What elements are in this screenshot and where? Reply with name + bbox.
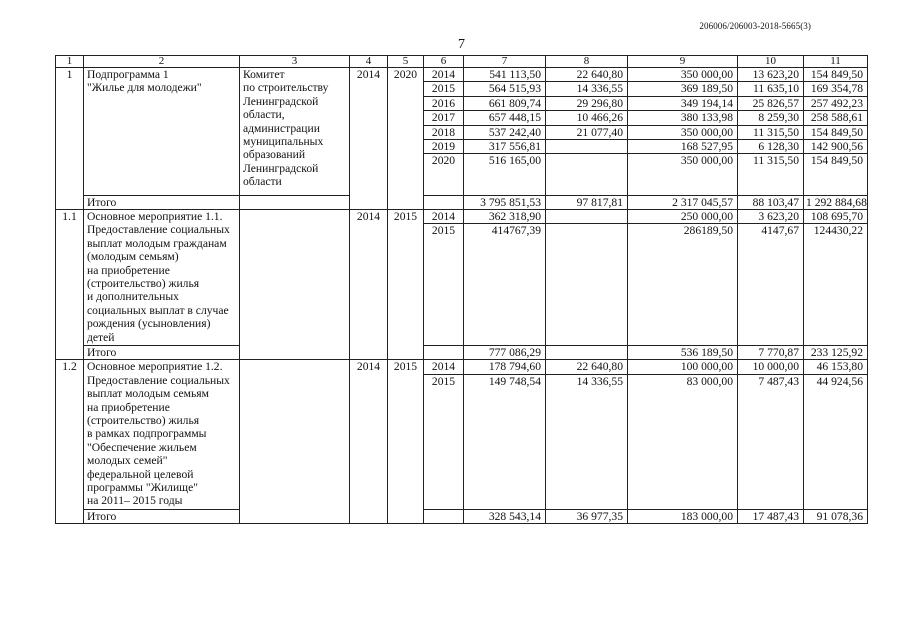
year: 2015 [424,374,464,509]
activity-name-line: на 2011– 2015 годы [87,494,183,508]
local-budget: 7 487,43 [738,374,804,509]
executor-line: области [243,175,282,189]
local-budget: 13 623,20 [738,68,804,82]
local-budget: 88 103,47 [738,195,804,209]
other-sources: 91 078,36 [804,509,868,523]
activity-name-line: федеральной целевой [87,467,194,481]
activity-name-line: Основное мероприятие 1.2. [87,360,223,374]
total-amount: 362 318,90 [464,210,546,224]
federal-budget [546,140,628,154]
total-row [56,509,868,523]
total-label: Итого [84,509,240,523]
federal-budget [546,346,628,360]
column-number-6: 6 [424,56,464,68]
other-sources: 1 292 884,68 [804,195,868,209]
total-amount: 516 165,00 [464,154,546,195]
column-number-10: 10 [738,56,804,68]
federal-budget: 36 977,35 [546,509,628,523]
total-label: Итого [84,195,240,209]
activity-name [84,68,240,196]
end-year: 2015 [388,210,424,360]
row-number: 1 [56,68,84,210]
local-budget: 11 315,50 [738,125,804,139]
year: 2019 [424,140,464,154]
total-amount: 541 113,50 [464,68,546,82]
activity-name-line: Предоставление социальных [87,373,230,387]
other-sources: 169 354,78 [804,82,868,96]
activity-name [84,210,240,346]
table-row [56,68,868,82]
total-amount: 149 748,54 [464,374,546,509]
local-budget: 17 487,43 [738,509,804,523]
column-number-8: 8 [546,56,628,68]
activity-name-line: Предоставление социальных [87,223,230,237]
end-year: 2020 [388,68,424,210]
other-sources: 46 153,80 [804,360,868,374]
activity-name-line: молодых семей" [87,454,168,468]
start-year: 2014 [350,210,388,360]
regional-budget: 250 000,00 [628,210,738,224]
year: 2018 [424,125,464,139]
regional-budget: 286189,50 [628,224,738,346]
regional-budget: 350 000,00 [628,125,738,139]
federal-budget: 14 336,55 [546,82,628,96]
executor-line: образований [243,148,306,162]
executor-line: муниципальных [243,134,324,148]
federal-budget [546,154,628,195]
page-number: 7 [458,37,465,52]
activity-name-line: в рамках подпрограммы [87,427,207,441]
regional-budget: 380 133,98 [628,111,738,125]
total-amount: 564 515,93 [464,82,546,96]
executor [240,210,350,360]
total-amount: 661 809,74 [464,96,546,110]
total-year [424,509,464,523]
total-amount: 3 795 851,53 [464,195,546,209]
local-budget: 7 770,87 [738,346,804,360]
activity-name-line: выплат молодым гражданам [87,236,227,250]
regional-budget: 2 317 045,57 [628,195,738,209]
regional-budget: 536 189,50 [628,346,738,360]
header-row [56,56,868,68]
year: 2017 [424,111,464,125]
total-year [424,195,464,209]
activity-name-line: (молодым семьям) [87,250,179,264]
column-number-11: 11 [804,56,868,68]
federal-budget: 14 336,55 [546,374,628,509]
executor-line: Ленинградской [243,161,319,175]
column-number-4: 4 [350,56,388,68]
executor-line: области, [243,108,285,122]
federal-budget [546,210,628,224]
activity-name-line: рождения (усыновления) [87,317,211,331]
federal-budget: 22 640,80 [546,360,628,374]
year: 2016 [424,96,464,110]
federal-budget [546,224,628,346]
start-year: 2014 [350,68,388,210]
activity-name-line: программы "Жилище" [87,480,198,494]
executor-line: по строительству [243,81,329,95]
other-sources: 44 924,56 [804,374,868,509]
activity-name-line: (строительство) жилья [87,414,200,427]
activity-name-line: Основное мероприятие 1.1. [87,210,223,224]
local-budget: 10 000,00 [738,360,804,374]
federal-budget: 22 640,80 [546,68,628,82]
column-number-9: 9 [628,56,738,68]
activity-name [84,360,240,509]
executor-line: администрации [243,121,320,135]
total-year [424,346,464,360]
other-sources: 233 125,92 [804,346,868,360]
total-amount: 537 242,40 [464,125,546,139]
other-sources: 108 695,70 [804,210,868,224]
year: 2020 [424,154,464,195]
local-budget: 11 315,50 [738,154,804,195]
regional-budget: 350 000,00 [628,68,738,82]
other-sources: 258 588,61 [804,111,868,125]
column-number-5: 5 [388,56,424,68]
regional-budget: 100 000,00 [628,360,738,374]
executor [240,68,350,196]
year: 2015 [424,82,464,96]
federal-budget: 97 817,81 [546,195,628,209]
regional-budget: 183 000,00 [628,509,738,523]
document-id: 206006/206003-2018-5665(3) [699,21,811,31]
total-amount: 178 794,60 [464,360,546,374]
column-number-7: 7 [464,56,546,68]
regional-budget: 83 000,00 [628,374,738,509]
column-number-3: 3 [240,56,350,68]
activity-name-line: детей [87,330,115,344]
local-budget: 4147,67 [738,224,804,346]
activity-name-line: на приобретение [87,263,170,277]
federal-budget: 29 296,80 [546,96,628,110]
row-number: 1.1 [56,210,84,360]
total-amount: 317 556,81 [464,140,546,154]
year: 2014 [424,360,464,374]
other-sources: 124430,22 [804,224,868,346]
total-amount: 414767,39 [464,224,546,346]
end-year: 2015 [388,360,424,524]
regional-budget: 350 000,00 [628,154,738,195]
activity-name-line: социальных выплат в случае [87,303,229,317]
total-amount: 777 086,29 [464,346,546,360]
local-budget: 3 623,20 [738,210,804,224]
activity-name-line: (строительство) жилья [87,276,200,290]
local-budget: 8 259,30 [738,111,804,125]
row-number: 1.2 [56,360,84,524]
total-label: Итого [84,346,240,360]
column-number-2: 2 [84,56,240,68]
regional-budget: 168 527,95 [628,140,738,154]
regional-budget: 369 189,50 [628,82,738,96]
activity-name-line: на приобретение [87,400,170,414]
table-row [56,360,868,374]
local-budget: 25 826,57 [738,96,804,110]
other-sources: 142 900,56 [804,140,868,154]
total-row [56,346,868,360]
year: 2014 [424,210,464,224]
activity-name-line: "Обеспечение жильем [87,440,197,454]
activity-name-line: выплат молодым семьям [87,387,209,401]
year: 2014 [424,68,464,82]
local-budget: 6 128,30 [738,140,804,154]
federal-budget: 21 077,40 [546,125,628,139]
start-year: 2014 [350,360,388,524]
activity-name-line: Подпрограмма 1 [87,68,169,81]
federal-budget: 10 466,26 [546,111,628,125]
executor-line: Комитет [243,68,285,81]
program-table [55,55,868,524]
total-row [56,195,868,209]
other-sources: 154 849,50 [804,154,868,195]
table-row [56,210,868,224]
executor-line: Ленинградской [243,94,319,108]
column-number-1: 1 [56,56,84,68]
activity-name-line: "Жилье для молодежи" [87,81,202,95]
total-amount: 328 543,14 [464,509,546,523]
local-budget: 11 635,10 [738,82,804,96]
other-sources: 154 849,50 [804,68,868,82]
executor [240,360,350,524]
total-amount: 657 448,15 [464,111,546,125]
activity-name-line: и дополнительных [87,290,179,304]
other-sources: 257 492,23 [804,96,868,110]
year: 2015 [424,224,464,346]
executor-empty [240,195,350,209]
other-sources: 154 849,50 [804,125,868,139]
regional-budget: 349 194,14 [628,96,738,110]
